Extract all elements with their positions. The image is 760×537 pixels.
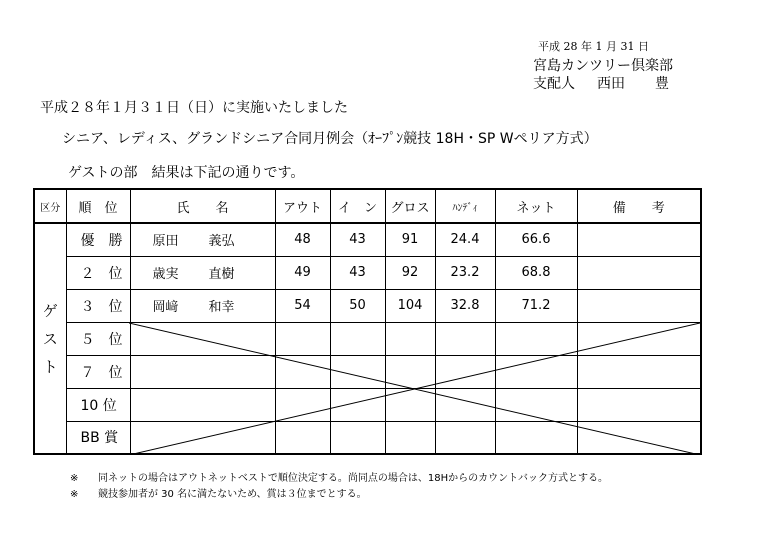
empty-cell <box>495 355 577 388</box>
header-category: 区分 <box>34 189 66 223</box>
header-handicap: ﾊﾝﾃﾞｨ <box>435 189 495 223</box>
rank-cell: BB 賞 <box>66 421 130 454</box>
empty-cell <box>275 421 330 454</box>
table-row <box>34 388 701 421</box>
results-intro-line: ゲストの部 結果は下記の通りです。 <box>68 165 305 181</box>
event-date-line: 平成２８年１月３１日（日）に実施いたしました <box>40 100 348 116</box>
empty-cell <box>275 388 330 421</box>
empty-cell <box>577 388 701 421</box>
player-name-cell <box>130 256 275 289</box>
handicap-cell: 24.4 <box>435 223 495 256</box>
empty-cell <box>495 322 577 355</box>
player-name-cell <box>130 223 275 256</box>
rank-cell: ３ 位 <box>66 289 130 322</box>
rank-cell: ７ 位 <box>66 355 130 388</box>
empty-cell <box>275 355 330 388</box>
note-mark: ※ <box>70 473 79 484</box>
empty-cell <box>495 421 577 454</box>
player-family-name: 原田 <box>152 234 179 250</box>
empty-cell <box>577 421 701 454</box>
empty-cell <box>435 421 495 454</box>
footnotes <box>70 471 608 503</box>
out-score-cell: 48 <box>275 223 330 256</box>
player-family-name: 岡﨑 <box>152 300 179 315</box>
in-score-cell: 50 <box>330 289 385 322</box>
header-gross: グロス <box>385 189 435 223</box>
empty-cell <box>275 322 330 355</box>
empty-cell <box>330 421 385 454</box>
empty-cell <box>435 388 495 421</box>
header-net: ネット <box>495 189 577 223</box>
net-score-cell: 71.2 <box>495 289 577 322</box>
gross-score-cell: 91 <box>385 223 435 256</box>
out-score-cell: 54 <box>275 289 330 322</box>
results-table <box>33 188 702 455</box>
event-title-line: シニア、レディス、グランドシニア合同月例会（ｵｰﾌﾟﾝ競技 18H・SP Wペリア方式） <box>62 131 598 147</box>
empty-cell <box>330 388 385 421</box>
empty-cell <box>495 388 577 421</box>
table-header-row <box>34 189 701 223</box>
rank-cell: ５ 位 <box>66 322 130 355</box>
empty-cell <box>577 322 701 355</box>
handicap-cell: 23.2 <box>435 256 495 289</box>
rank-cell: ２ 位 <box>66 256 130 289</box>
document-date: 平成 28 年 1 月 31 日 <box>538 40 649 53</box>
note-text: 同ネットの場合はアウトネットベストで順位決定する。尚同点の場合は、18Hからのカウントバック方式とする。 <box>98 473 608 484</box>
category-label: ゲ ス ト <box>42 301 58 376</box>
rank-cell: 10 位 <box>66 388 130 421</box>
empty-cell <box>435 355 495 388</box>
header-out: アウト <box>275 189 330 223</box>
handicap-cell: 32.8 <box>435 289 495 322</box>
note-mark: ※ <box>70 489 79 500</box>
empty-cell <box>130 355 275 388</box>
note-text: 競技参加者が 30 名に満たないため、賞は３位までとする。 <box>98 489 367 500</box>
empty-cell <box>577 355 701 388</box>
gross-score-cell: 104 <box>385 289 435 322</box>
player-given-name: 和幸 <box>208 300 235 315</box>
club-name: 宮島カンツリー倶楽部 <box>533 58 673 74</box>
table-row <box>34 289 701 322</box>
empty-cell <box>385 355 435 388</box>
table-row <box>34 322 701 355</box>
player-family-name: 歳実 <box>152 267 179 282</box>
remarks-cell <box>577 223 701 256</box>
empty-cell <box>330 355 385 388</box>
empty-cell <box>130 322 275 355</box>
footnote <box>70 471 608 487</box>
out-score-cell: 49 <box>275 256 330 289</box>
empty-cell <box>385 322 435 355</box>
in-score-cell: 43 <box>330 256 385 289</box>
empty-cell <box>330 322 385 355</box>
remarks-cell <box>577 256 701 289</box>
empty-cell <box>130 388 275 421</box>
net-score-cell: 68.8 <box>495 256 577 289</box>
table-row <box>34 355 701 388</box>
player-name-cell <box>130 289 275 322</box>
gross-score-cell: 92 <box>385 256 435 289</box>
manager-signature <box>533 73 669 93</box>
net-score-cell: 66.6 <box>495 223 577 256</box>
table-row <box>34 223 701 256</box>
footnote <box>70 487 608 503</box>
empty-cell <box>385 388 435 421</box>
player-given-name: 直樹 <box>208 267 235 282</box>
header-in: イ ン <box>330 189 385 223</box>
empty-cell <box>130 421 275 454</box>
player-given-name: 義弘 <box>208 234 235 250</box>
empty-cell <box>385 421 435 454</box>
manager-family-name: 西田 <box>597 76 625 92</box>
table-row <box>34 256 701 289</box>
empty-cell <box>435 322 495 355</box>
in-score-cell: 43 <box>330 223 385 256</box>
rank-cell: 優 勝 <box>66 223 130 256</box>
header-remarks: 備 考 <box>577 189 701 223</box>
manager-title: 支配人 <box>533 76 575 92</box>
remarks-cell <box>577 289 701 322</box>
header-rank: 順 位 <box>66 189 130 223</box>
category-guest-cell <box>34 223 66 454</box>
table-row <box>34 421 701 454</box>
header-name: 氏 名 <box>130 189 275 223</box>
manager-given-name: 豊 <box>655 76 669 92</box>
